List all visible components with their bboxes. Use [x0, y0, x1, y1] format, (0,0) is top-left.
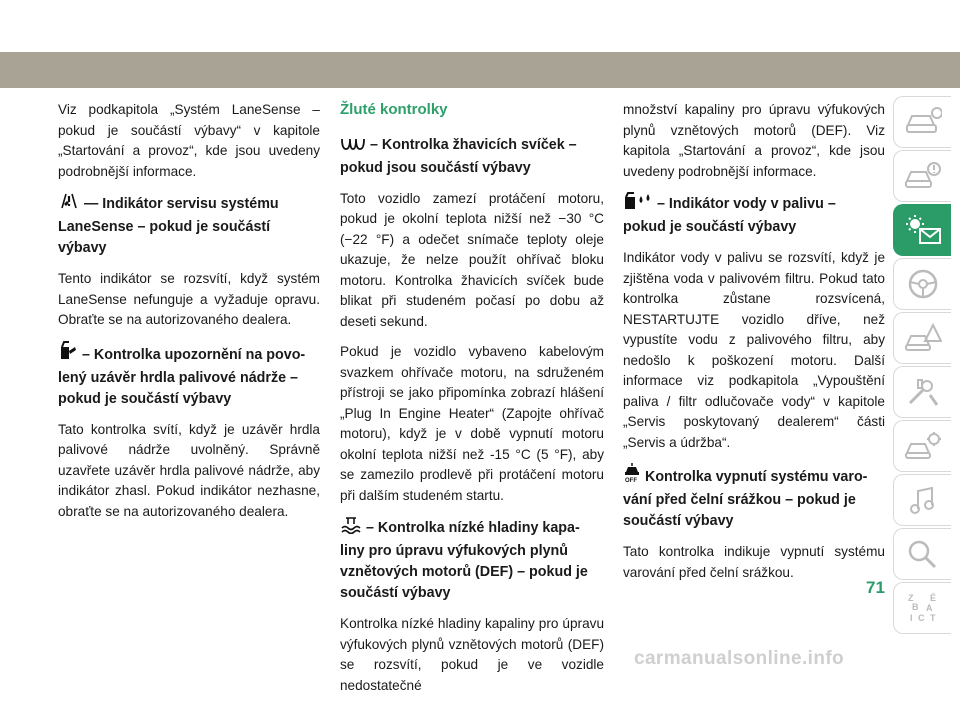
index-letter-i: I: [909, 613, 913, 623]
maintenance-tools-icon: [904, 375, 942, 409]
wrench-lane-warning-icon: [58, 192, 80, 217]
index-letter-b: B: [911, 602, 918, 612]
fuelcap-heading-line1: – Kontrolka upozornění na povo-: [82, 346, 306, 363]
index-letter-c: C: [917, 613, 924, 623]
column-middle: [340, 100, 604, 706]
def-heading-line1: – Kontrolka nízké hladiny kapa-: [366, 520, 580, 536]
index-letter-e: É: [929, 593, 936, 603]
water-in-fuel-heading: [623, 192, 885, 238]
glowplug-body-2: Pokud je vozidlo vybaveno kabelovým svazkem ohřívače motoru, na sdruženém přístroji se jako připomínka zobrazí hlášení „Plug In Engine Heater“ (Zapojte ohřívač motoru), když je v době vypnutí motoru okolní teplota nižší než -15 °C (5 °F), aby se zamezilo prodlevě při protáčení motoru při dalším studeném startu.: [340, 344, 604, 503]
fcw-off-heading-line2: vání před čelní srážkou – pokud je součástí výbavy: [623, 492, 856, 529]
glowplug-heading: [340, 135, 604, 179]
index-letter-t: T: [929, 613, 935, 623]
index-letter-z: Z: [907, 593, 913, 603]
chapter-tabs: [893, 96, 951, 636]
tab-steering[interactable]: [893, 258, 951, 310]
roadside-emergency-icon: [904, 321, 942, 355]
tab-roadside[interactable]: [893, 312, 951, 364]
alphabetical-index-icon: [904, 591, 942, 625]
lanesense-heading-line1: — Indikátor servisu systému: [84, 196, 279, 212]
water-in-fuel-heading-line1: – Indikátor vody v palivu –: [657, 196, 836, 212]
tab-maintenance[interactable]: [893, 366, 951, 418]
column-left: [58, 100, 320, 532]
glow-plug-icon: [340, 135, 366, 158]
car-warning-icon: [904, 159, 942, 193]
lanesense-heading: [58, 192, 320, 259]
search-index-icon: [904, 537, 942, 571]
fuelcap-body: Tato kontrolka svítí, když je uzávěr hrdla palivové nádrže uvolněný. Správně uzavřete uzávěr hrdla palivové nádrže, aby indikátor zhasl. Pokud indikátor nezhasne, obraťte se na autorizovaného dealera.: [58, 421, 320, 519]
glowplug-body-1: Toto vozidlo zamezí protáčení motoru, pokud je okolní teplota nižší než −30 °C (−22 °F) a odečet snímače teploty oleje ukazuje, že nelze použít ohřívač bloku motoru. Kontrolka žhavicích svíček bude blikat při studeném počasí po dobu až deseti sekund.: [340, 190, 604, 329]
fcw-off-body: Tato kontrolka indikuje vypnutí systému varování před čelní srážkou.: [623, 544, 885, 580]
dashboard-lights-icon: [904, 213, 942, 247]
fuelcap-heading: [58, 341, 320, 410]
tab-dashboard-lights[interactable]: [893, 204, 951, 256]
tab-car-info[interactable]: [893, 96, 951, 148]
fcw-off-heading-line1: Kontrolka vypnutí systému varo-: [645, 469, 868, 485]
page-number: 71: [866, 578, 885, 597]
tab-alphabetical-index[interactable]: [893, 582, 951, 634]
intro-paragraph: Viz podkapitola „Systém LaneSense – pokud je součástí výbavy“ v kapitole „Startování a provoz“, kde jsou uvedeny podrobnější informace.: [58, 102, 320, 179]
glowplug-heading-line1: – Kontrolka žhavicích svíček –: [370, 136, 577, 153]
def-heading-line2: liny pro úpravu výfukových plynů vznětových motorů (DEF) – pokud je součástí výbavy: [340, 543, 588, 601]
steering-wheel-icon: [904, 267, 942, 301]
tab-multimedia[interactable]: [893, 474, 951, 526]
tab-car-warning[interactable]: [893, 150, 951, 202]
tab-search[interactable]: [893, 528, 951, 580]
water-in-fuel-heading-line2: pokud je součástí výbavy: [623, 219, 797, 235]
water-in-fuel-icon: [623, 192, 653, 217]
def-body: Kontrolka nízké hladiny kapaliny pro úpravu výfukových plynů vznětových motorů (DEF) se rozsvítí, pokud je ve vozidle nedostatečné: [340, 616, 604, 693]
water-in-fuel-body: Indikátor vody v palivu se rozsvítí, když je zjištěna voda v palivovém filtru. Pokud tato kontrolka zůstane rozsvícená, NESTARTUJTE vozidlo dříve, než vypustíte vodu z palivového filtru, aby nedošlo k poškození motoru. Další informace viz podkapitola „Vypouštění paliva / filtr odlučovače vody“ v kapitole „Servis poskytovaný dealerem“ části „Servis a údržba“.: [623, 250, 885, 450]
tab-technical-specs[interactable]: [893, 420, 951, 472]
def-fluid-icon: [340, 516, 362, 541]
header-band: [0, 52, 960, 88]
fcw-off-icon: [623, 463, 641, 490]
def-heading: [340, 516, 604, 604]
column-right: [623, 100, 885, 593]
fcw-off-icon-text: OFF: [625, 478, 637, 483]
fuel-cap-icon: [58, 341, 78, 368]
section-title: Žluté kontrolky: [340, 101, 448, 118]
continued-paragraph: množství kapaliny pro úpravu výfukových plynů vznětových motorů (DEF). Viz kapitola „Startování a provoz“, kde jsou uvedeny podrobnější informace.: [623, 102, 885, 179]
technical-specs-icon: [904, 429, 942, 463]
fuelcap-heading-line2: lený uzávěr hrdla palivové nádrže – pokud je součástí výbavy: [58, 369, 298, 407]
watermark: carmanualsonline.info: [634, 648, 845, 669]
multimedia-music-icon: [904, 483, 942, 517]
lanesense-heading-line2: LaneSense – pokud je součástí výbavy: [58, 219, 271, 256]
fcw-off-heading: [623, 463, 885, 532]
car-info-icon: [904, 105, 942, 139]
lanesense-body: Tento indikátor se rozsvítí, když systém LaneSense nefunguje a vyžaduje opravu. Obraťte se na autorizovaného dealera.: [58, 271, 320, 327]
index-letter-a: A: [925, 603, 932, 613]
header-bar: [0, 0, 960, 88]
glowplug-heading-line2: pokud jsou součástí výbavy: [340, 159, 531, 176]
